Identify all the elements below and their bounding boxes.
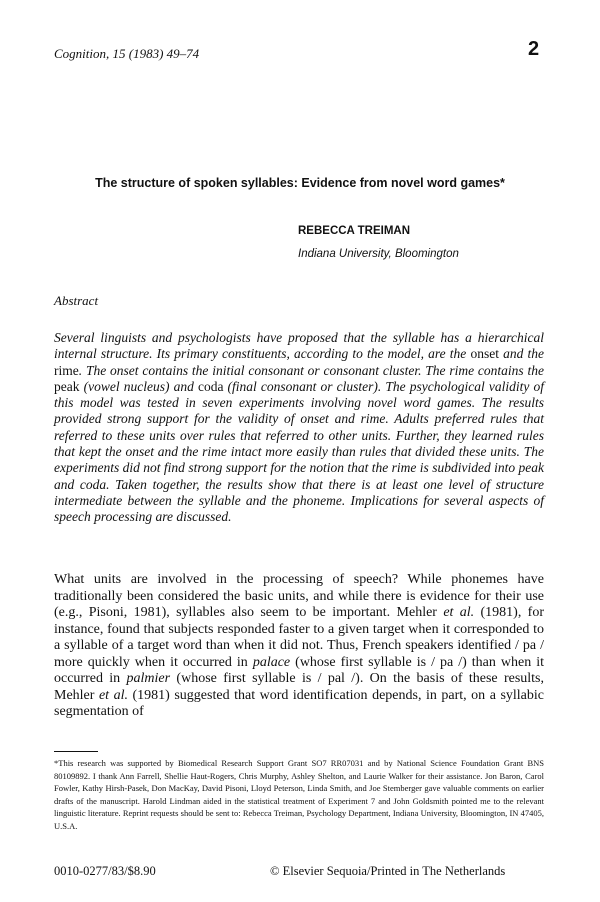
abstract-segment: Several linguists and psychologists have proposed that the syllable has a hierarchical internal structure. Its primary constituents, according to the model, are the (54, 330, 544, 362)
body-segment: (1981) suggested that word identification depends, in part, on a syllabic segmentation of (54, 687, 544, 719)
body-segment: What units are involved in the processing of speech? While phonemes have traditionally been considered the basic units, and while there is evidence for their use (e.g., Pisoni, 1981), syllables also seem to be important. Mehler (54, 572, 544, 620)
publisher-line: © Elsevier Sequoia/Printed in The Netherlands (270, 864, 506, 878)
author-affiliation: Indiana University, Bloomington (298, 248, 459, 260)
body-segment: (whose first syllable is / pal /). On the basis of these results, Mehler (54, 671, 545, 703)
body-word-palace: palace (252, 654, 291, 670)
abstract-text (54, 330, 544, 526)
issn-price: 0010-0277/83/$8.90 (54, 864, 156, 878)
abstract-term-onset: onset (470, 346, 499, 362)
journal-citation: Cognition, 15 (1983) 49–74 (54, 46, 200, 61)
abstract-term-rime: rime (54, 362, 79, 378)
body-word-palmier: palmier (126, 671, 171, 686)
abstract-segment: . The onset contains the initial consonant or consonant cluster. The rime contains the (78, 362, 544, 378)
body-citation-et-al: et al. (98, 687, 128, 703)
footnote-divider (54, 751, 98, 752)
body-segment: (whose first syllable is / pa /) than when it occurred in (54, 654, 545, 686)
abstract-heading: Abstract (54, 293, 99, 308)
author-name: REBECCA TREIMAN (298, 225, 411, 237)
abstract-segment: and the (498, 346, 544, 362)
abstract-segment: (vowel nucleus) and (79, 378, 198, 394)
footnote-text: *This research was supported by Biomedical Research Support Grant SO7 RR07031 and by National Science Foundation Grant BNS 80109892. I thank Ann Farrell, Shellie Haut-Rogers, Chris Murphy, Ashley Shelton, and Laurie Walker for their assistance. Jon Baron, Carol Fowler, Kathy Hirsh-Pasek, Don MacKay, David Pisoni, Lloyd Peterson, Linda Smith, and Joe Stemberger gave valuable comments on earlier drafts of the manuscript. Harold Lindman aided in the statistical treatment of Experiment 7 and John Goldsmith pointed me to the relevant linguistic literature. Reprint requests should be sent to: Rebecca Treiman, Psychology Department, Indiana University, Bloomington, IN 47405, U.S.A. (54, 758, 544, 831)
body-segment: (1981), for instance, found that subjects responded faster to a given target when it corresponded to a syllable of a target word than when it did not. Thus, French speakers identified / pa / more quickly when it occurred in (54, 605, 544, 670)
body-paragraph (54, 572, 544, 721)
page-number: 2 (528, 38, 540, 60)
abstract-term-coda: coda (197, 378, 224, 394)
body-citation-et-al: et al. (443, 605, 475, 620)
article-title: The structure of spoken syllables: Evidence from novel word games* (95, 176, 505, 190)
abstract-segment: (final consonant or cluster). The psychological validity of this model was tested in seven experiments involving novel word games. The results provided strong support for the validity of onset and rime. Adults preferred rules that referred to these units over rules that referred to other units. Further, they learned rules that kept the onset and the rime intact more easily than rules that divided these units. The experiments did not find strong support for the notion that the rime is subdivided into peak and coda. Taken together, the results show that there is at least one level of structure intermediate between the syllable and the phoneme. Implications for several aspects of speech processing are discussed. (54, 378, 544, 525)
abstract-term-peak: peak (54, 378, 80, 394)
